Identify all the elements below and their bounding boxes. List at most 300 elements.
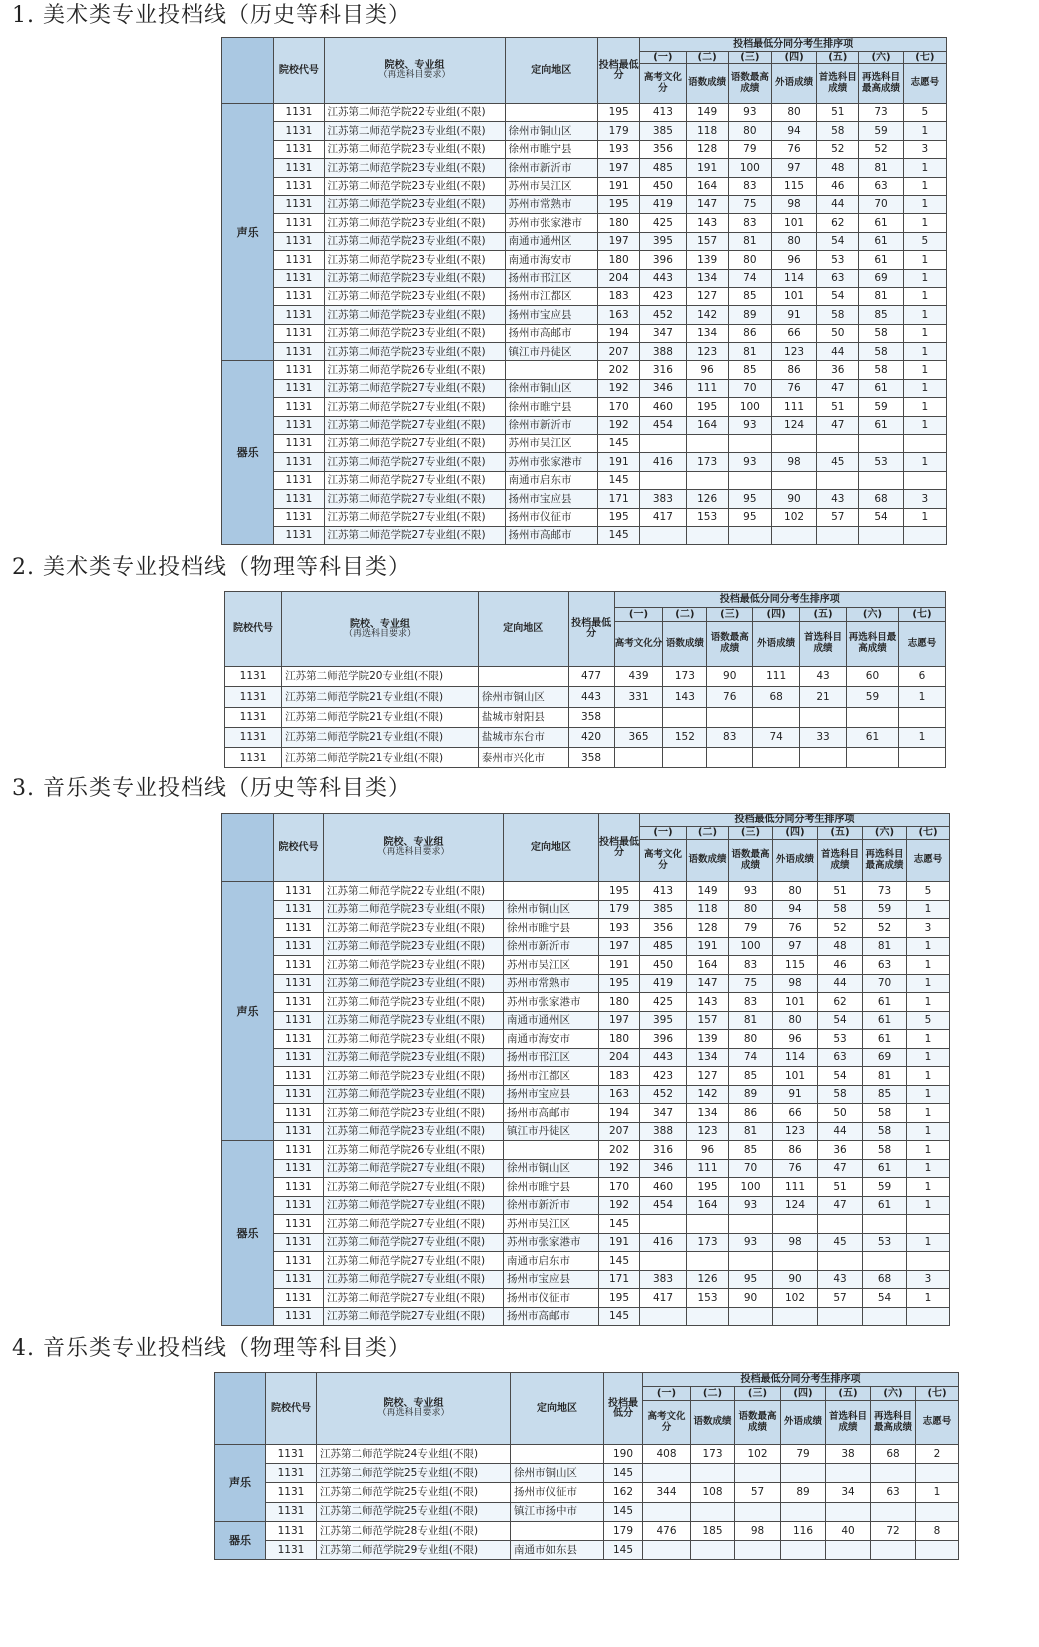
major-group-cell: 江苏第二师范学院27专业组(不限) <box>324 398 505 416</box>
rank-number: (四) <box>753 608 800 622</box>
region-cell: 徐州市新沂市 <box>504 937 599 956</box>
name-header-sub: （再选科目要求） <box>343 628 416 639</box>
min-score-cell: 170 <box>599 1178 640 1197</box>
rank-header-title: 投档最低分同分考生排序项 <box>614 592 945 608</box>
admission-table-3 <box>221 813 950 1326</box>
rank-value-cell: 98 <box>773 1233 818 1252</box>
table-row <box>222 526 947 544</box>
table-row <box>222 1233 950 1252</box>
min-score-cell: 420 <box>568 727 614 747</box>
rank-value-cell: 1 <box>903 324 946 342</box>
region-cell: 苏州市吴江区 <box>504 956 599 975</box>
rank-value-cell: 57 <box>735 1483 781 1502</box>
rank-value-cell: 80 <box>771 104 816 122</box>
rank-value-cell: 81 <box>729 1122 773 1141</box>
admission-table-2 <box>224 591 946 768</box>
rank-value-cell: 408 <box>643 1445 691 1464</box>
rank-value-cell <box>640 526 686 544</box>
rank-value-cell: 98 <box>773 974 818 993</box>
rank-value-cell: 101 <box>773 993 818 1012</box>
rank-value-cell: 396 <box>640 1030 687 1049</box>
table-row <box>222 1159 950 1178</box>
major-group-cell: 江苏第二师范学院20专业组(不限) <box>282 667 479 687</box>
rank-value-cell: 85 <box>728 361 771 379</box>
rank-value-cell <box>863 1252 907 1271</box>
major-group-cell: 江苏第二师范学院27专业组(不限) <box>324 526 505 544</box>
min-score-cell: 145 <box>599 1252 640 1271</box>
rank-value-cell: 81 <box>729 1011 773 1030</box>
rank-value-cell: 51 <box>818 1178 863 1197</box>
region-cell: 苏州市吴江区 <box>504 1215 599 1234</box>
rank-value-cell: 149 <box>686 104 728 122</box>
table-row <box>222 1067 950 1086</box>
rank-value-cell: 3 <box>907 1270 950 1289</box>
rank-value-cell: 90 <box>707 667 753 687</box>
col-header-region <box>504 814 599 882</box>
rank-label: 首选科目成绩 <box>818 840 863 882</box>
rank-value-cell: 58 <box>818 900 863 919</box>
rank-number: (四) <box>771 52 816 64</box>
min-score-cell: 145 <box>599 1215 640 1234</box>
region-cell: 扬州市高邮市 <box>505 324 598 342</box>
rank-value-cell <box>800 748 847 768</box>
col-header-name <box>324 814 504 882</box>
min-score-cell: 179 <box>598 122 640 140</box>
school-code-cell: 1131 <box>266 1521 317 1540</box>
school-code-cell: 1131 <box>274 140 324 158</box>
region-cell: 扬州市邗江区 <box>504 1048 599 1067</box>
min-score-cell: 202 <box>598 361 640 379</box>
code-header-label: 院校代号 <box>278 841 319 853</box>
region-cell: 苏州市张家港市 <box>504 1233 599 1252</box>
rank-value-cell: 443 <box>640 1048 687 1067</box>
min-score-cell: 145 <box>598 526 640 544</box>
table-row <box>222 1289 950 1308</box>
table-row <box>215 1445 959 1464</box>
rank-value-cell: 90 <box>771 490 816 508</box>
major-group-cell: 江苏第二师范学院27专业组(不限) <box>324 1307 504 1326</box>
region-header-label: 定向地区 <box>531 841 571 853</box>
table-row <box>225 687 946 707</box>
col-header-code <box>225 592 282 667</box>
rank-value-cell: 93 <box>728 416 771 434</box>
rank-number: (二) <box>663 608 707 622</box>
rank-value-cell: 79 <box>728 140 771 158</box>
rank-value-cell: 111 <box>753 667 800 687</box>
min-score-cell: 183 <box>599 1067 640 1086</box>
major-group-cell: 江苏第二师范学院23专业组(不限) <box>324 974 504 993</box>
school-code-cell: 1131 <box>225 667 282 687</box>
rank-header-title: 投档最低分同分考生排序项 <box>640 38 947 52</box>
rank-header-title: 投档最低分同分考生排序项 <box>640 814 950 827</box>
rank-value-cell: 96 <box>687 1141 729 1160</box>
major-group-cell: 江苏第二师范学院23专业组(不限) <box>324 343 505 361</box>
rank-value-cell: 51 <box>818 882 863 901</box>
rank-value-cell <box>735 1502 781 1521</box>
major-group-cell: 江苏第二师范学院27专业组(不限) <box>324 1215 504 1234</box>
section-title-4: 4. 音乐类专业投档线（物理等科目类） <box>12 1336 411 1361</box>
region-cell: 苏州市常熟市 <box>504 974 599 993</box>
rank-value-cell <box>898 707 945 727</box>
rank-value-cell: 95 <box>729 1270 773 1289</box>
rank-number: (一) <box>640 827 687 840</box>
rank-value-cell: 417 <box>640 1289 687 1308</box>
rank-value-cell <box>817 435 859 453</box>
rank-value-cell: 43 <box>800 667 847 687</box>
rank-value-cell: 347 <box>640 324 686 342</box>
rank-value-cell <box>707 707 753 727</box>
min-score-cell: 192 <box>599 1196 640 1215</box>
min-score-cell: 195 <box>598 195 640 213</box>
rank-value-cell: 134 <box>687 1104 729 1123</box>
rank-value-cell <box>818 1252 863 1271</box>
rank-value-cell: 72 <box>871 1521 916 1540</box>
rank-value-cell <box>903 526 946 544</box>
min-score-cell: 191 <box>599 956 640 975</box>
rank-value-cell <box>687 1307 729 1326</box>
rank-value-cell <box>898 748 945 768</box>
region-header-label: 定向地区 <box>537 1402 577 1414</box>
category-cell: 声乐 <box>222 882 274 1141</box>
table-row <box>225 748 946 768</box>
rank-value-cell <box>771 526 816 544</box>
rank-value-cell: 85 <box>728 287 771 305</box>
region-cell: 徐州市新沂市 <box>505 159 598 177</box>
min-score-cell: 192 <box>599 1159 640 1178</box>
rank-value-cell: 425 <box>640 993 687 1012</box>
category-cell: 声乐 <box>215 1445 266 1522</box>
rank-value-cell: 59 <box>863 1178 907 1197</box>
table-row <box>222 1030 950 1049</box>
rank-value-cell: 70 <box>729 1159 773 1178</box>
major-group-cell: 江苏第二师范学院22专业组(不限) <box>324 882 504 901</box>
major-group-cell: 江苏第二师范学院27专业组(不限) <box>324 508 505 526</box>
rank-value-cell: 152 <box>663 727 707 747</box>
rank-value-cell: 45 <box>817 453 859 471</box>
rank-label: 语数最高成绩 <box>707 622 753 667</box>
rank-value-cell <box>771 471 816 489</box>
rank-value-cell: 58 <box>863 1141 907 1160</box>
min-header-label: 投档最低分 <box>571 618 612 639</box>
major-group-cell: 江苏第二师范学院23专业组(不限) <box>324 195 505 213</box>
rank-value-cell: 89 <box>729 1085 773 1104</box>
table-row <box>222 1141 950 1160</box>
region-cell: 扬州市高邮市 <box>505 526 598 544</box>
rank-value-cell: 58 <box>859 361 903 379</box>
min-score-cell: 183 <box>598 287 640 305</box>
rank-value-cell <box>728 526 771 544</box>
rank-value-cell: 36 <box>817 361 859 379</box>
rank-value-cell: 134 <box>686 269 728 287</box>
rank-value-cell: 47 <box>817 416 859 434</box>
table-row <box>222 159 947 177</box>
rank-value-cell <box>640 1252 687 1271</box>
rank-value-cell: 425 <box>640 214 686 232</box>
rank-label: 首选科目成绩 <box>800 622 847 667</box>
rank-value-cell: 52 <box>859 140 903 158</box>
school-code-cell: 1131 <box>274 416 324 434</box>
school-code-cell: 1131 <box>274 232 324 250</box>
school-code-cell: 1131 <box>274 306 324 324</box>
admission-table-4 <box>214 1372 959 1560</box>
school-code-cell: 1131 <box>266 1464 317 1483</box>
rank-number: (六) <box>863 827 907 840</box>
rank-value-cell: 52 <box>817 140 859 158</box>
rank-value-cell: 388 <box>640 1122 687 1141</box>
admission-table-1 <box>221 37 947 545</box>
category-cell: 器乐 <box>222 1141 274 1326</box>
region-cell <box>511 1521 604 1540</box>
rank-value-cell: 59 <box>863 900 907 919</box>
rank-value-cell: 58 <box>817 306 859 324</box>
school-code-cell: 1131 <box>274 526 324 544</box>
rank-value-cell: 396 <box>640 251 686 269</box>
rank-value-cell <box>691 1464 735 1483</box>
rank-number: (二) <box>686 52 728 64</box>
school-code-cell: 1131 <box>274 1178 324 1197</box>
rank-value-cell: 74 <box>728 269 771 287</box>
major-group-cell: 江苏第二师范学院23专业组(不限) <box>324 140 505 158</box>
rank-value-cell: 73 <box>859 104 903 122</box>
rank-value-cell: 61 <box>846 727 898 747</box>
region-cell <box>505 104 598 122</box>
major-group-cell: 江苏第二师范学院23专业组(不限) <box>324 937 504 956</box>
rank-value-cell: 344 <box>643 1483 691 1502</box>
rank-value-cell <box>846 748 898 768</box>
rank-number: (五) <box>800 608 847 622</box>
rank-value-cell <box>781 1502 826 1521</box>
rank-value-cell: 48 <box>817 159 859 177</box>
region-cell <box>505 361 598 379</box>
major-group-cell: 江苏第二师范学院28专业组(不限) <box>317 1521 511 1540</box>
rank-value-cell: 46 <box>817 177 859 195</box>
school-code-cell: 1131 <box>274 1307 324 1326</box>
rank-value-cell: 85 <box>863 1085 907 1104</box>
major-group-cell: 江苏第二师范学院26专业组(不限) <box>324 361 505 379</box>
rank-value-cell: 5 <box>907 882 950 901</box>
rank-value-cell: 1 <box>907 993 950 1012</box>
rank-value-cell: 1 <box>903 508 946 526</box>
rank-value-cell: 3 <box>903 140 946 158</box>
major-group-cell: 江苏第二师范学院23专业组(不限) <box>324 177 505 195</box>
table-row <box>222 398 947 416</box>
rank-value-cell: 58 <box>863 1122 907 1141</box>
major-group-cell: 江苏第二师范学院23专业组(不限) <box>324 993 504 1012</box>
rank-value-cell: 1 <box>903 159 946 177</box>
table-row <box>222 508 947 526</box>
code-header-label: 院校代号 <box>278 64 319 76</box>
rank-value-cell <box>640 1215 687 1234</box>
rank-value-cell: 419 <box>640 195 686 213</box>
rank-value-cell: 58 <box>817 122 859 140</box>
table-row <box>225 667 946 687</box>
rank-value-cell: 476 <box>643 1521 691 1540</box>
region-cell: 徐州市铜山区 <box>505 122 598 140</box>
rank-label: 志愿号 <box>898 622 945 667</box>
region-cell: 徐州市铜山区 <box>504 900 599 919</box>
min-score-cell: 443 <box>568 687 614 707</box>
table-row <box>215 1521 959 1540</box>
region-cell: 徐州市新沂市 <box>504 1196 599 1215</box>
table-row <box>222 956 950 975</box>
rank-label: 语数成绩 <box>687 840 729 882</box>
rank-label: 语数最高成绩 <box>735 1401 781 1445</box>
rank-value-cell: 66 <box>773 1104 818 1123</box>
rank-value-cell: 97 <box>773 937 818 956</box>
rank-value-cell: 89 <box>728 306 771 324</box>
rank-value-cell <box>826 1540 871 1559</box>
school-code-cell: 1131 <box>274 435 324 453</box>
col-header-region <box>505 38 598 104</box>
major-group-cell: 江苏第二师范学院26专业组(不限) <box>324 1141 504 1160</box>
school-code-cell: 1131 <box>266 1483 317 1502</box>
region-cell: 镇江市丹徒区 <box>505 343 598 361</box>
rank-value-cell: 52 <box>818 919 863 938</box>
rank-value-cell: 70 <box>859 195 903 213</box>
table-row <box>215 1464 959 1483</box>
rank-label: 志愿号 <box>903 64 946 104</box>
min-score-cell: 195 <box>599 974 640 993</box>
table-row <box>222 1104 950 1123</box>
rank-value-cell: 80 <box>729 900 773 919</box>
rank-value-cell: 100 <box>728 398 771 416</box>
min-score-cell: 197 <box>599 937 640 956</box>
rank-value-cell: 47 <box>818 1196 863 1215</box>
rank-value-cell: 423 <box>640 1067 687 1086</box>
rank-value-cell: 157 <box>687 1011 729 1030</box>
region-cell: 苏州市常熟市 <box>505 195 598 213</box>
rank-label: 再选科目最高成绩 <box>863 840 907 882</box>
rank-value-cell <box>859 471 903 489</box>
region-cell <box>478 667 568 687</box>
table-row <box>222 1196 950 1215</box>
rank-value-cell <box>907 1215 950 1234</box>
col-header-region <box>478 592 568 667</box>
major-group-cell: 江苏第二师范学院23专业组(不限) <box>324 1048 504 1067</box>
rank-value-cell <box>907 1307 950 1326</box>
rank-value-cell: 419 <box>640 974 687 993</box>
region-cell: 扬州市仪征市 <box>511 1483 604 1502</box>
rank-value-cell: 164 <box>686 416 728 434</box>
school-code-cell: 1131 <box>274 343 324 361</box>
major-group-cell: 江苏第二师范学院23专业组(不限) <box>324 956 504 975</box>
table-row <box>222 453 947 471</box>
rank-value-cell: 1 <box>903 361 946 379</box>
rank-value-cell: 128 <box>687 919 729 938</box>
rank-value-cell <box>614 748 663 768</box>
rank-value-cell: 81 <box>863 1067 907 1086</box>
rank-value-cell: 111 <box>686 379 728 397</box>
rank-value-cell: 33 <box>800 727 847 747</box>
col-header-min <box>599 814 640 882</box>
major-group-cell: 江苏第二师范学院25专业组(不限) <box>317 1483 511 1502</box>
rank-value-cell: 452 <box>640 1085 687 1104</box>
min-score-cell: 180 <box>598 251 640 269</box>
table-row <box>222 1270 950 1289</box>
table-row <box>222 324 947 342</box>
rank-value-cell: 153 <box>687 1289 729 1308</box>
code-header-label: 院校代号 <box>233 623 274 634</box>
min-score-cell: 180 <box>599 993 640 1012</box>
rank-value-cell: 85 <box>729 1141 773 1160</box>
rank-value-cell <box>859 526 903 544</box>
major-group-cell: 江苏第二师范学院27专业组(不限) <box>324 1233 504 1252</box>
region-cell: 镇江市丹徒区 <box>504 1122 599 1141</box>
rank-label: 高考文化分 <box>614 622 663 667</box>
rank-value-cell: 93 <box>729 1196 773 1215</box>
rank-label: 语数成绩 <box>691 1401 735 1445</box>
rank-value-cell: 1 <box>903 416 946 434</box>
rank-value-cell <box>686 526 728 544</box>
region-cell: 南通市启东市 <box>505 471 598 489</box>
min-score-cell: 145 <box>598 435 640 453</box>
rank-value-cell: 100 <box>728 159 771 177</box>
school-code-cell: 1131 <box>274 900 324 919</box>
rank-value-cell: 58 <box>818 1085 863 1104</box>
rank-value-cell: 63 <box>818 1048 863 1067</box>
major-group-cell: 江苏第二师范学院21专业组(不限) <box>282 687 479 707</box>
rank-value-cell: 439 <box>614 667 663 687</box>
school-code-cell: 1131 <box>274 490 324 508</box>
rank-value-cell: 123 <box>687 1122 729 1141</box>
rank-value-cell: 126 <box>686 490 728 508</box>
school-code-cell: 1131 <box>225 687 282 707</box>
rank-label: 语数最高成绩 <box>728 64 771 104</box>
major-group-cell: 江苏第二师范学院27专业组(不限) <box>324 416 505 434</box>
rank-value-cell: 63 <box>863 956 907 975</box>
rank-value-cell: 38 <box>826 1445 871 1464</box>
rank-label: 语数成绩 <box>686 64 728 104</box>
rank-value-cell: 101 <box>773 1067 818 1086</box>
rank-value-cell: 2 <box>916 1445 959 1464</box>
rank-value-cell: 454 <box>640 416 686 434</box>
major-group-cell: 江苏第二师范学院27专业组(不限) <box>324 453 505 471</box>
rank-value-cell: 123 <box>773 1122 818 1141</box>
rank-value-cell: 124 <box>771 416 816 434</box>
rank-value-cell: 149 <box>687 882 729 901</box>
rank-value-cell: 47 <box>817 379 859 397</box>
rank-value-cell: 127 <box>686 287 728 305</box>
school-code-cell: 1131 <box>274 1159 324 1178</box>
rank-value-cell: 383 <box>640 1270 687 1289</box>
rank-value-cell: 102 <box>771 508 816 526</box>
rank-value-cell <box>859 435 903 453</box>
rank-value-cell <box>753 748 800 768</box>
rank-value-cell <box>728 435 771 453</box>
col-header-name <box>317 1373 511 1445</box>
rank-value-cell: 115 <box>773 956 818 975</box>
rank-value-cell: 83 <box>729 993 773 1012</box>
rank-value-cell: 1 <box>907 1178 950 1197</box>
table-row <box>222 471 947 489</box>
rank-value-cell: 94 <box>773 900 818 919</box>
rank-value-cell: 44 <box>817 343 859 361</box>
major-group-cell: 江苏第二师范学院24专业组(不限) <box>317 1445 511 1464</box>
rank-number: (一) <box>614 608 663 622</box>
rank-value-cell: 53 <box>817 251 859 269</box>
rank-value-cell: 417 <box>640 508 686 526</box>
table-row <box>222 882 950 901</box>
table-row <box>222 919 950 938</box>
school-code-cell: 1131 <box>274 1085 324 1104</box>
region-cell <box>504 882 599 901</box>
min-header-label: 投档最低分 <box>608 1397 638 1419</box>
table-row <box>215 1502 959 1521</box>
rank-value-cell: 191 <box>687 937 729 956</box>
rank-value-cell: 93 <box>729 1233 773 1252</box>
rank-value-cell: 61 <box>863 1159 907 1178</box>
rank-value-cell: 1 <box>907 1122 950 1141</box>
